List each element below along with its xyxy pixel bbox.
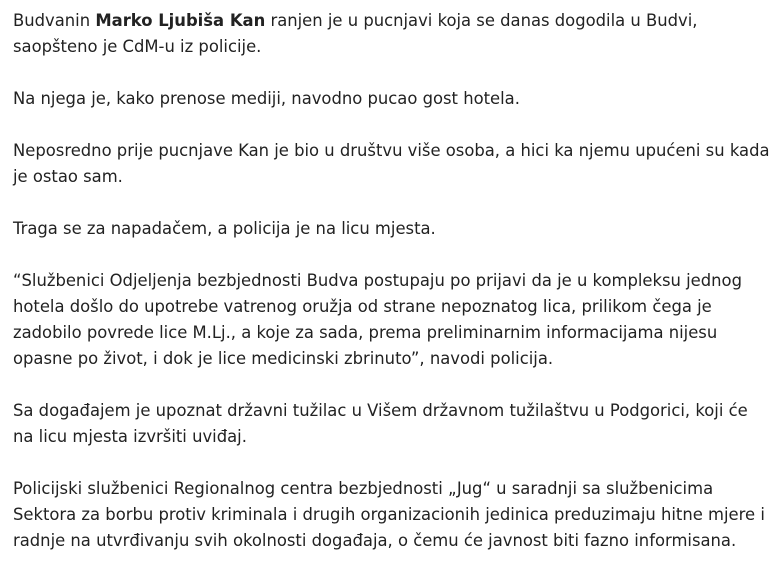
paragraph-3: Neposredno prije pucnjave Kan je bio u društvu više osoba, a hici ka njemu upućeni su kada je ostao sam. — [13, 141, 770, 186]
paragraph-6: Sa događajem je upoznat državni tužilac u Višem državnom tužilaštvu u Podgorici, koji će na licu mjesta izvršiti uviđaj. — [13, 401, 748, 446]
paragraph-police-quote: “Službenici Odjeljenja bezbjednosti Budva postupaju po prijavi da je u kompleksu jednog hotela došlo do upotrebe vatrenog oružja od strane nepoznatog lica, prilikom čega je zadobilo povrede lice M.Lj., a koje za sada, prema preliminarnim informacijama nijesu opasne po život, i dok je lice medicinski zbrinuto”, navodi policija. — [13, 271, 742, 368]
person-name: Marko Ljubiša Kan — [95, 11, 266, 30]
intro-text-after: ranjen je u pucnjavi koja se danas dogodila u Budvi, saopšteno je CdM-u iz policije. — [13, 11, 698, 56]
paragraph-2: Na njega je, kako prenose mediji, navodno pucao gost hotela. — [13, 89, 520, 108]
intro-text-before: Budvanin — [13, 11, 96, 30]
paragraph-7: Policijski službenici Regionalnog centra bezbjednosti „Jug“ u saradnji sa službenicima Sektora za borbu protiv kriminala i drugih organizacionih jedinica preduzimaju hitne mjere i radnje na utvrđivanju svih okolnosti događaja, o čemu će javnost biti fazno informisana. — [13, 479, 765, 550]
paragraph-4: Traga se za napadačem, a policija je na licu mjesta. — [13, 219, 436, 238]
paragraph-intro — [13, 8, 770, 60]
